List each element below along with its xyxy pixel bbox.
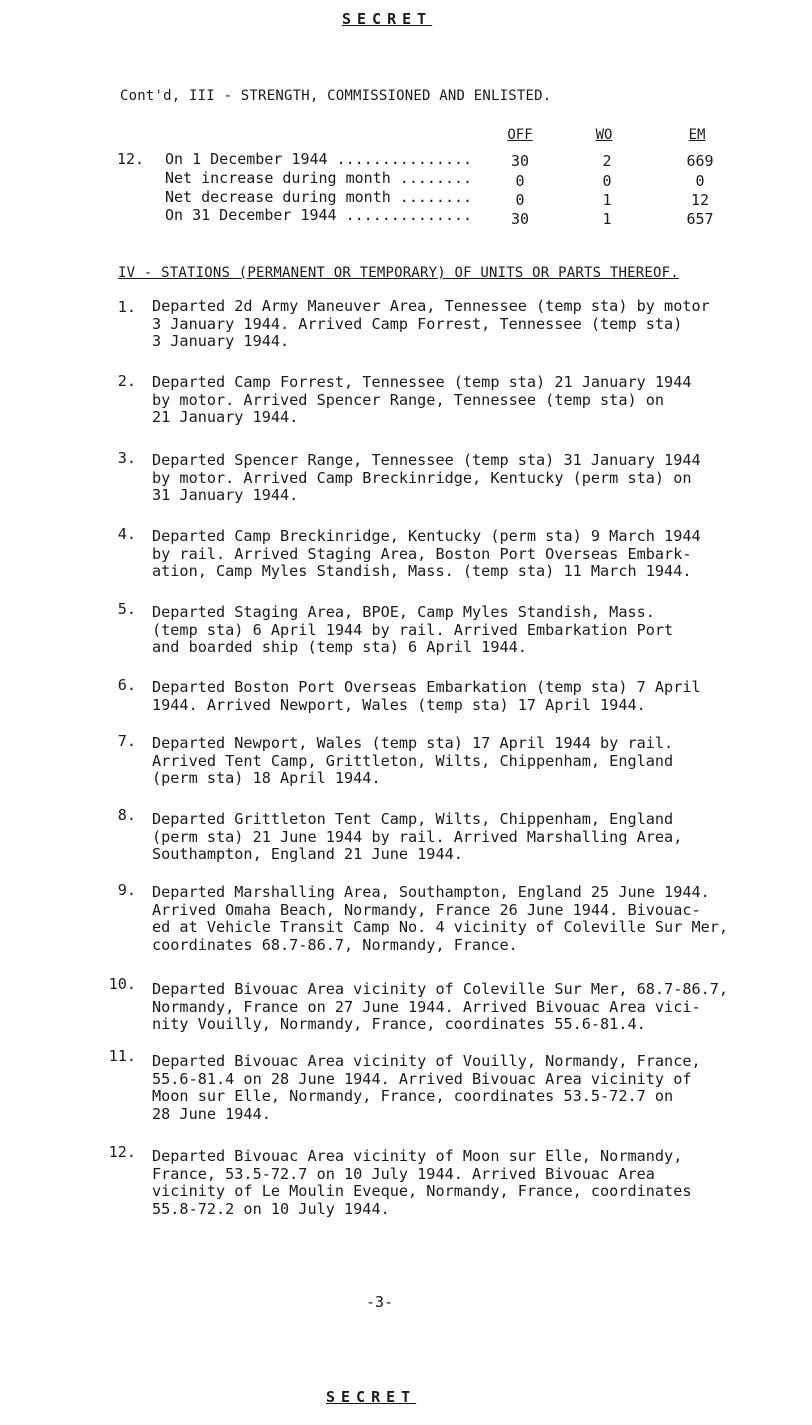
list-item-number: 10. <box>108 975 136 993</box>
strength-row-wo: 1 <box>602 191 612 209</box>
strength-row-label: Net decrease during month ........ <box>165 188 473 206</box>
strength-row-off: 30 <box>510 152 530 170</box>
list-item-number: 7. <box>117 732 136 750</box>
strength-row-wo: 0 <box>602 172 612 190</box>
list-item-number: 11. <box>108 1047 136 1065</box>
strength-row-off: 0 <box>515 172 525 190</box>
column-heading-wo: WO <box>595 127 613 143</box>
list-item: Departed Grittleton Tent Camp, Wilts, Chippenham, England (perm sta) 21 June 1944 by rail. Arrived Marshalling Area, Southampton, England 21 June 1944. <box>152 810 683 863</box>
strength-row-label: Net increase during month ........ <box>165 169 473 187</box>
list-item-number: 6. <box>117 676 136 694</box>
strength-row-em: 0 <box>695 172 705 190</box>
strength-row-label: On 31 December 1944 .............. <box>165 206 473 224</box>
list-item: Departed Bivouac Area vicinity of Coleville Sur Mer, 68.7-86.7, Normandy, France on 27 June 1944. Arrived Bivouac Area vici- nity Vouilly, Normandy, France, coordinates 55.6-81.4. <box>152 980 729 1033</box>
strength-item-number: 12. <box>117 150 145 168</box>
list-item: Departed 2d Army Maneuver Area, Tennessee (temp sta) by motor 3 January 1944. Arrived Camp Forrest, Tennessee (temp sta) 3 January 1944. <box>152 297 710 350</box>
column-heading-em: EM <box>688 127 706 143</box>
list-item: Departed Camp Forrest, Tennessee (temp sta) 21 January 1944 by motor. Arrived Spencer Range, Tennessee (temp sta) on 21 January 1944. <box>152 373 692 426</box>
page-number: -3- <box>366 1293 394 1311</box>
list-item: Departed Boston Port Overseas Embarkation (temp sta) 7 April 1944. Arrived Newport, Wales (temp sta) 17 April 1944. <box>152 678 701 714</box>
strength-row-em: 669 <box>686 152 714 170</box>
strength-row-off: 30 <box>510 210 530 228</box>
strength-row-wo: 1 <box>602 210 612 228</box>
list-item-number: 1. <box>117 298 136 316</box>
top-classification-marking: SECRET <box>342 10 433 28</box>
strength-row-label: On 1 December 1944 ............... <box>165 150 473 168</box>
list-item: Departed Newport, Wales (temp sta) 17 April 1944 by rail. Arrived Tent Camp, Grittleton, Wilts, Chippenham, England (perm sta) 18 April 1944. <box>152 734 674 787</box>
list-item-number: 3. <box>117 449 136 467</box>
list-item: Departed Staging Area, BPOE, Camp Myles Standish, Mass. (temp sta) 6 April 1944 by rail. Arrived Embarkation Port and boarded ship (temp sta) 6 April 1944. <box>152 603 674 656</box>
list-item-number: 4. <box>117 525 136 543</box>
list-item-number: 9. <box>117 881 136 899</box>
list-item: Departed Marshalling Area, Southampton, England 25 June 1944. Arrived Omaha Beach, Normandy, France 26 June 1944. Bivouac- ed at Vehicle Transit Camp No. 4 vicinity of Coleville Sur Mer, coordinates 68.7-86.7, Normandy, France. <box>152 883 729 954</box>
bottom-classification-marking: SECRET <box>326 1388 417 1406</box>
strength-row-em: 12 <box>690 191 710 209</box>
list-item-number: 8. <box>117 806 136 824</box>
list-item-number: 5. <box>117 600 136 618</box>
strength-row-off: 0 <box>515 191 525 209</box>
list-item-number: 12. <box>108 1143 136 1161</box>
section-3-heading: Cont'd, III - STRENGTH, COMMISSIONED AND ENLISTED. <box>120 88 552 104</box>
strength-row-wo: 2 <box>602 152 612 170</box>
section-4-heading: IV - STATIONS (PERMANENT OR TEMPORARY) OF UNITS OR PARTS THEREOF. <box>118 265 679 281</box>
list-item: Departed Camp Breckinridge, Kentucky (perm sta) 9 March 1944 by rail. Arrived Staging Area, Boston Port Overseas Embark- ation, Camp Myles Standish, Mass. (temp sta) 11 March 1944. <box>152 527 701 580</box>
list-item: Departed Spencer Range, Tennessee (temp sta) 31 January 1944 by motor. Arrived Camp Breckinridge, Kentucky (perm sta) on 31 January 1944. <box>152 451 701 504</box>
list-item-number: 2. <box>117 372 136 390</box>
column-heading-off: OFF <box>507 127 533 143</box>
list-item: Departed Bivouac Area vicinity of Moon sur Elle, Normandy, France, 53.5-72.7 on 10 July 1944. Arrived Bivouac Area vicinity of Le Moulin Eveque, Normandy, France, coordinates 55.8-72.2 on 10 July 1944. <box>152 1147 692 1218</box>
strength-row-em: 657 <box>686 210 714 228</box>
list-item: Departed Bivouac Area vicinity of Vouilly, Normandy, France, 55.6-81.4 on 28 June 1944. Arrived Bivouac Area vicinity of Moon sur Elle, Normandy, France, coordinates 53.5-72.7 on 28 June 1944. <box>152 1052 701 1123</box>
